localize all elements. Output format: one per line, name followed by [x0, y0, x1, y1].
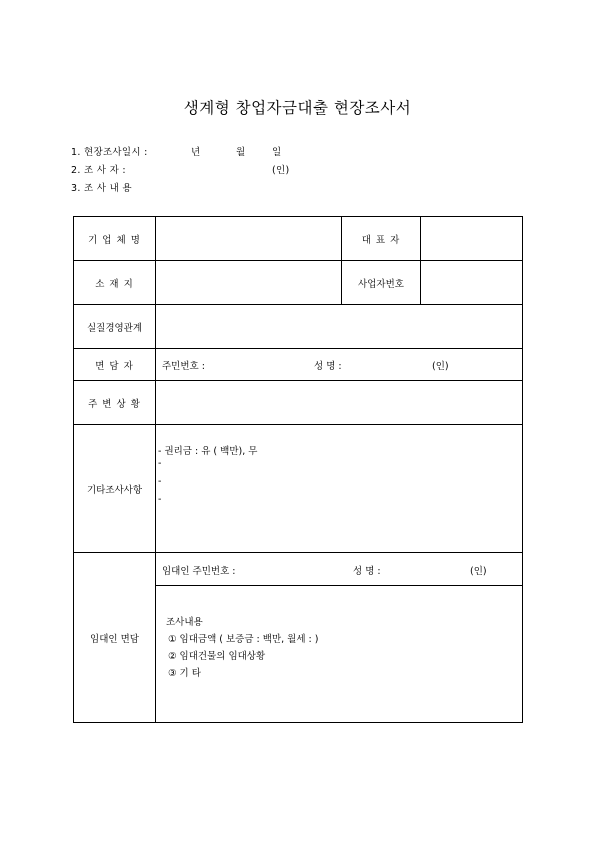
- landlord-row: [74, 553, 523, 723]
- representative-label: 대 표 자: [342, 217, 421, 261]
- surroundings-field[interactable]: [156, 381, 523, 425]
- landlord-section-label: 임대인 면담: [74, 553, 156, 723]
- other-line-2: -: [158, 458, 162, 469]
- other-line-1: - 권리금 : 유 ( 백만), 무: [158, 446, 258, 457]
- interviewee-field[interactable]: [156, 349, 523, 381]
- survey-content-title: 조사내용: [166, 617, 203, 628]
- year-label: 년: [191, 147, 201, 158]
- other-row: [74, 425, 523, 553]
- resident-number-label: 주민번호 :: [162, 361, 205, 372]
- location-label: 소 재 지: [74, 261, 156, 305]
- survey-item-1: ① 임대금액 ( 보증금 : 백만, 월세 : ): [168, 634, 319, 645]
- actual-management-label: 실질경영관계: [74, 305, 156, 349]
- representative-field[interactable]: [421, 217, 523, 261]
- landlord-seal: (인): [470, 566, 487, 577]
- survey-item-3: ③ 기 타: [168, 668, 201, 679]
- landlord-name-label: 성 명 :: [353, 566, 381, 577]
- management-row: [74, 305, 523, 349]
- interviewee-seal: (인): [432, 361, 449, 372]
- landlord-resident-label: 임대인 주민번호 :: [162, 566, 236, 577]
- business-number-label: 사업자번호: [342, 261, 421, 305]
- interviewee-row: [74, 349, 523, 381]
- location-field[interactable]: [156, 261, 342, 305]
- landlord-field: [156, 553, 523, 723]
- document-title: 생계형 창업자금대출 현장조사서: [183, 99, 412, 117]
- business-number-field[interactable]: [421, 261, 523, 305]
- other-field[interactable]: [156, 425, 523, 553]
- content-label: 3. 조 사 내 용: [71, 183, 132, 194]
- other-label: 기타조사사항: [74, 425, 156, 553]
- inspector-seal: (인): [272, 165, 290, 176]
- company-name-field[interactable]: [156, 217, 342, 261]
- actual-management-field[interactable]: [156, 305, 523, 349]
- interviewee-label: 면 담 자: [74, 349, 156, 381]
- inspector-label: 2. 조 사 자 :: [71, 165, 126, 176]
- company-name-label: 기 업 체 명: [74, 217, 156, 261]
- company-row: [74, 217, 523, 261]
- survey-date-label: 1. 현장조사일시 :: [71, 147, 148, 158]
- landlord-identity-row[interactable]: [156, 553, 522, 586]
- other-line-4: -: [158, 494, 162, 505]
- surroundings-row: [74, 381, 523, 425]
- name-label: 성 명 :: [314, 361, 342, 372]
- surroundings-label: 주 변 상 황: [74, 381, 156, 425]
- month-label: 월: [236, 147, 246, 158]
- survey-form-table: [73, 216, 523, 723]
- location-row: [74, 261, 523, 305]
- day-label: 일: [272, 147, 282, 158]
- survey-content-area[interactable]: [156, 586, 522, 722]
- survey-item-2: ② 임대건물의 임대상황: [168, 651, 266, 662]
- other-line-3: -: [158, 476, 162, 487]
